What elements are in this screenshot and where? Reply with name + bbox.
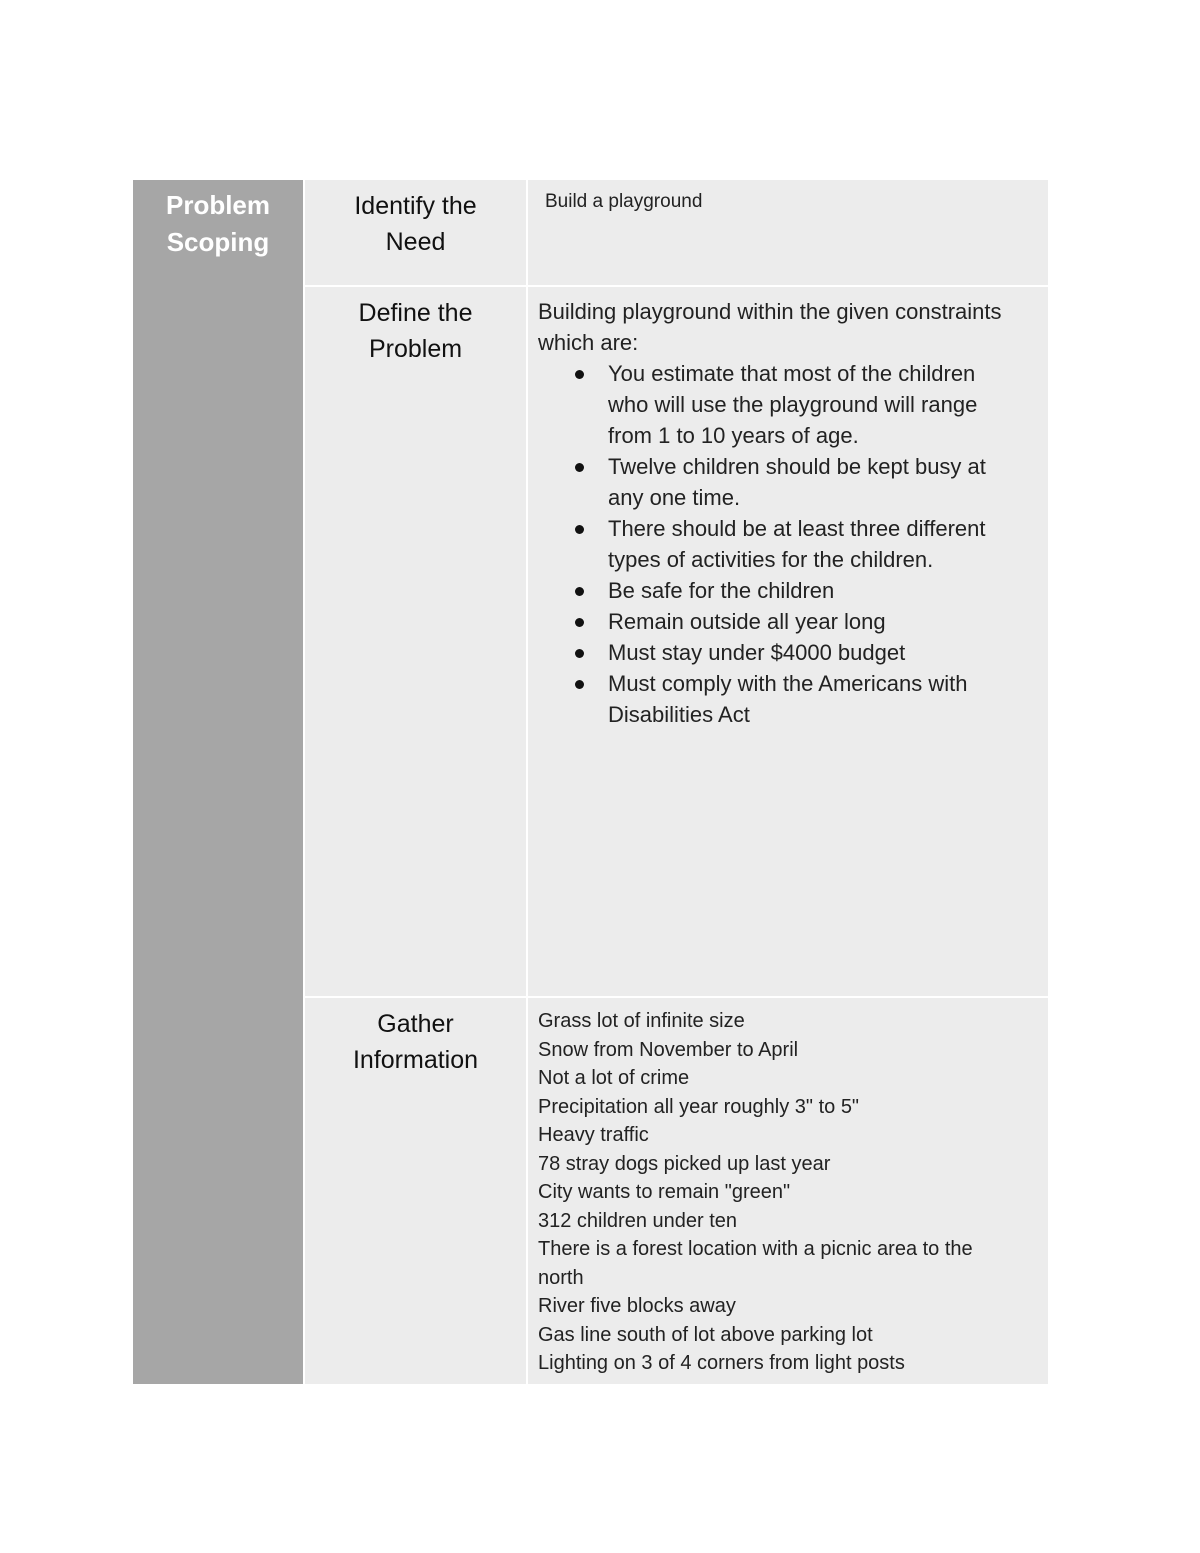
constraint-item: [608, 637, 1038, 668]
constraint-line: Must stay under $4000 budget: [608, 640, 906, 665]
constraint-item: [608, 358, 1038, 451]
section-side-cell: [133, 180, 303, 1384]
bullet-icon: [575, 649, 584, 658]
constraint-line: from 1 to 10 years of age.: [608, 423, 859, 448]
section-title-line1: Problem: [165, 190, 271, 220]
constraint-line: You estimate that most of the children: [608, 361, 976, 386]
constraint-item: [608, 668, 1038, 730]
bullet-icon: [575, 525, 584, 534]
need-label-cell: [305, 180, 526, 285]
problem-label-line2: Problem: [368, 335, 463, 363]
bullet-icon: [575, 587, 584, 596]
information-item: There is a forest location with a picnic area to the: [538, 1238, 973, 1260]
problem-label-line1: Define the: [358, 299, 473, 327]
information-item: 78 stray dogs picked up last year: [538, 1152, 831, 1175]
section-title: [133, 180, 303, 261]
constraint-line: Be safe for the children: [608, 578, 835, 603]
constraint-line: Remain outside all year long: [608, 609, 886, 634]
constraint-line: any one time.: [608, 485, 741, 510]
bullet-icon: [575, 618, 584, 627]
information-item: north: [538, 1266, 584, 1289]
constraint-line: Must comply with the Americans with: [608, 671, 968, 696]
information-item: 312 children under ten: [538, 1209, 738, 1232]
information-item: Snow from November to April: [538, 1038, 799, 1061]
information-label-cell: [305, 998, 526, 1384]
information-item: River five blocks away: [538, 1295, 736, 1317]
problem-value-cell: [528, 287, 1048, 996]
need-label: [305, 180, 526, 260]
constraint-item: [608, 575, 1038, 606]
constraint-line: types of activities for the children.: [608, 547, 934, 572]
problem-intro-line1: Building playground within the given constraints: [538, 299, 1002, 324]
information-item: Not a lot of crime: [538, 1067, 690, 1089]
information-item: Grass lot of infinite size: [538, 1010, 745, 1032]
information-list: [528, 998, 1048, 1378]
information-item: Lighting on 3 of 4 corners from light posts: [538, 1352, 905, 1374]
need-value-cell: [528, 180, 1048, 285]
need-value: Build a playground: [545, 191, 703, 212]
information-label-line2: Information: [352, 1046, 479, 1074]
problem-definition: [528, 287, 1048, 730]
information-label-line1: Gather: [377, 1010, 454, 1038]
constraint-line: who will use the playground will range: [608, 392, 978, 417]
need-label-line2: Need: [385, 228, 446, 256]
information-item: City wants to remain "green": [538, 1181, 791, 1203]
constraint-item: [608, 513, 1038, 575]
problem-label-cell: [305, 287, 526, 996]
information-value-cell: [528, 998, 1048, 1384]
problem-intro: [538, 296, 1038, 358]
constraint-line: Twelve children should be kept busy at: [608, 454, 986, 479]
constraint-line: Disabilities Act: [608, 702, 750, 727]
information-label: [305, 998, 526, 1078]
constraint-item: [608, 451, 1038, 513]
constraint-line: There should be at least three different: [608, 516, 986, 541]
information-item: Heavy traffic: [538, 1124, 649, 1146]
information-item: Precipitation all year roughly 3" to 5": [538, 1095, 860, 1118]
constraint-item: [608, 606, 1038, 637]
bullet-icon: [575, 370, 584, 379]
problem-intro-line2: which are:: [538, 330, 639, 355]
information-item: Gas line south of lot above parking lot: [538, 1323, 873, 1346]
bullet-icon: [575, 463, 584, 472]
need-label-line1: Identify the: [354, 192, 477, 220]
section-title-line2: Scoping: [166, 227, 270, 257]
problem-scoping-table: [133, 180, 1048, 1384]
constraint-list: [538, 358, 1038, 730]
bullet-icon: [575, 680, 584, 689]
problem-label: [305, 287, 526, 367]
